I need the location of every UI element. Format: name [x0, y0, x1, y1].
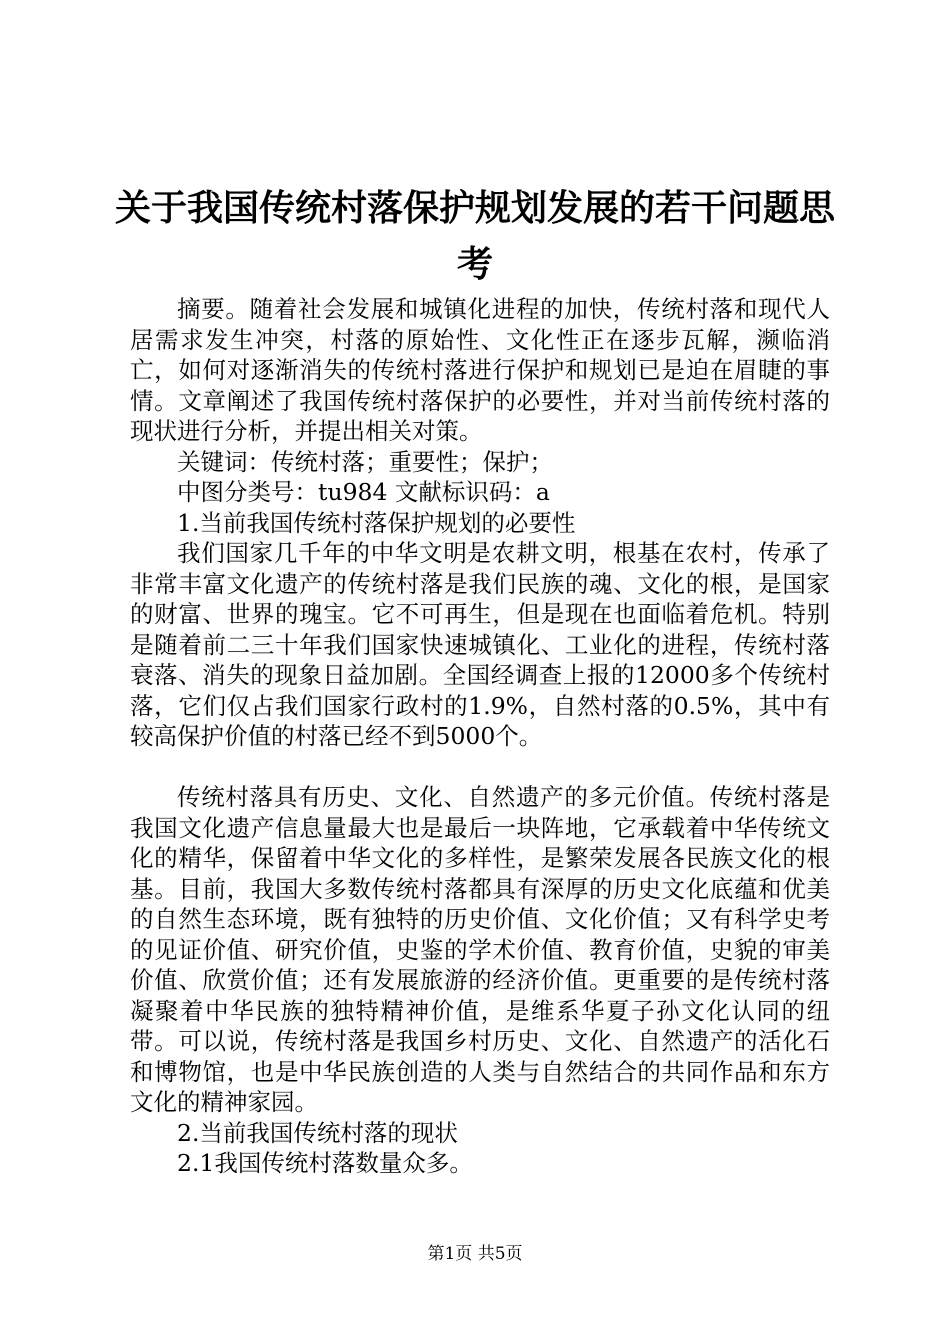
keywords-line: 关键词：传统村落；重要性；保护；	[177, 447, 553, 476]
subsection-heading-2-1: 2.1我国传统村落数量众多。	[177, 1149, 473, 1177]
body-paragraph: 传统村落具有历史、文化、自然遗产的多元价值。传统村落是我国文化遗产信息量最大也是最后一块阵地，它承载着中华传统文化的精华，保留着中华文化的多样性，是繁荣发展各民族文化的根基。目前，我国大多数传统村落都具有深厚的历史文化底蕴和优美的自然生态环境，既有独特的历史价值、文化价值；又有科学史考的见证价值、研究价值，史鉴的学术价值、教育价值，史貌的审美价值、欣赏价值；还有发展旅游的经济价值。更重要的是传统村落凝聚着中华民族的独特精神价值，是维系华夏子孙文化认同的纽带。可以说，传统村落是我国乡村历史、文化、自然遗产的活化石和博物馆，也是中华民族创造的人类与自然结合的共同作品和东方文化的精神家园。	[130, 783, 830, 1116]
abstract-paragraph: 摘要。随着社会发展和城镇化进程的加快，传统村落和现代人居需求发生冲突，村落的原始性、文化性正在逐步瓦解，濒临消亡，如何对逐渐消失的传统村落进行保护和规划已是迫在眉睫的事情。文章阐述了我国传统村落保护的必要性，并对当前传统村落的现状进行分析，并提出相关对策。	[130, 295, 830, 445]
section-heading-2: 2.当前我国传统村落的现状	[177, 1118, 458, 1147]
classification-line: 中图分类号：tu984 文献标识码：a	[177, 478, 550, 506]
document-title: 关于我国传统村落保护规划发展的若干问题思考	[114, 187, 835, 285]
body-paragraph: 我们国家几千年的中华文明是农耕文明，根基在农村，传承了非常丰富文化遗产的传统村落是我们民族的魂、文化的根，是国家的财富、世界的瑰宝。它不可再生，但是现在也面临着危机。特别是随着前二三十年我们国家快速城镇化、工业化的进程，传统村落衰落、消失的现象日益加剧。全国经调查上报的12000多个传统村落，它们仅占我们国家行政村的1.9%，自然村落的0.5%，其中有较高保护价值的村落已经不到5000个。	[130, 539, 830, 750]
section-heading-1: 1.当前我国传统村落保护规划的必要性	[177, 508, 576, 537]
page-number-footer: 第1页 共5页	[427, 1244, 523, 1264]
document-body	[130, 294, 830, 1179]
